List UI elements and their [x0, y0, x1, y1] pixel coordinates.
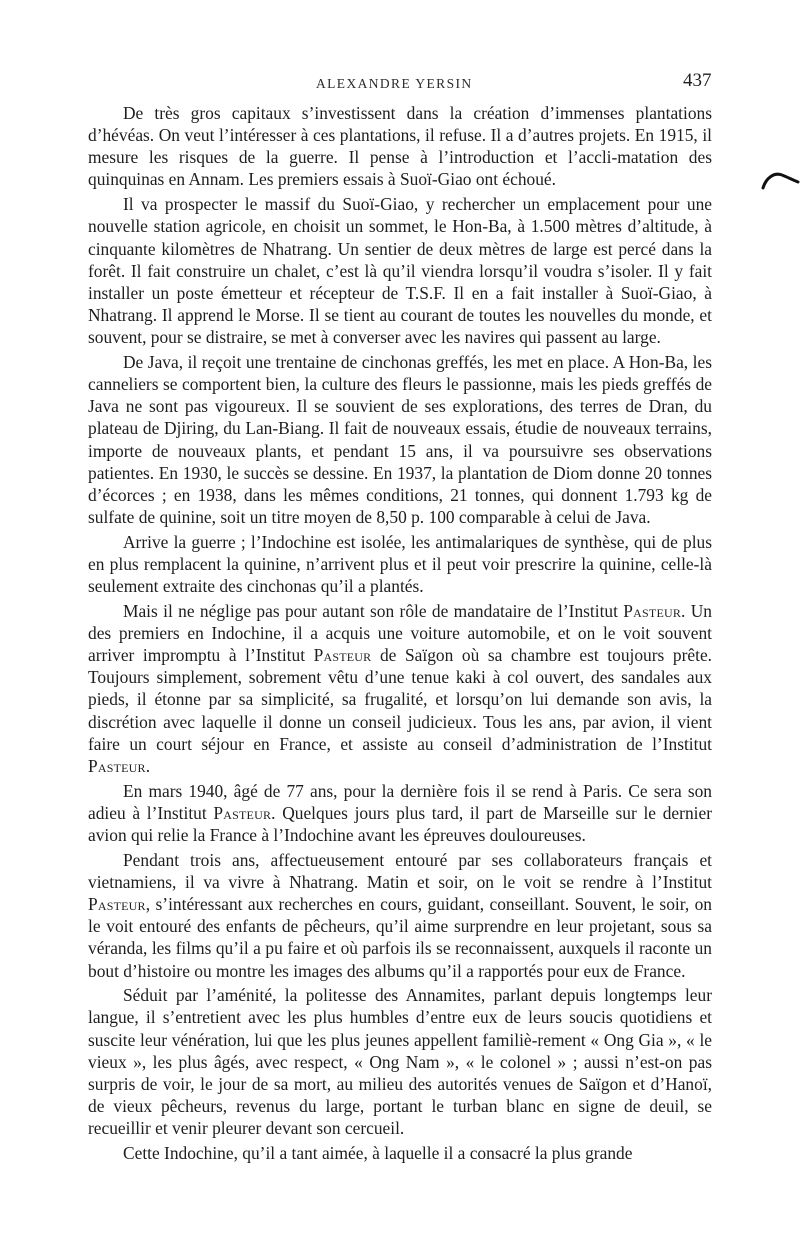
paragraph [88, 102, 712, 191]
paragraph [88, 600, 712, 777]
running-title: ALEXANDRE YERSIN [316, 76, 473, 91]
paragraph [88, 849, 712, 982]
text-run: De Java, il reçoit une trentaine de cinchonas greffés, les met en place. A Hon-Ba, les canneliers se comportent bien, la culture des fleurs le passionne, mais les pieds greffés de Java ne sont pas vigoureux. Il se souvient de ses explorations, des terres de Dran, du plateau de Djiring, du Lan-Biang. Il fait de nouveaux essais, étudie de nouveaux terrains, importe de nouveaux plants, et pendant 15 ans, il va poursuivre ses observations patientes. En 1930, le succès se dessine. En 1937, la plantation de Diom donne 20 tonnes d’écorces ; en 1938, dans les mêmes conditions, 21 tonnes, qui donnent 1.793 kg de sulfate de quinine, soit un titre moyen de 8,50 p. 100 comparable à celui de Java. [88, 351, 712, 527]
paragraph [88, 984, 712, 1139]
paragraph [88, 531, 712, 597]
article-body [88, 102, 712, 1164]
text-run: . [145, 755, 151, 776]
text-run: Séduit par l’aménité, la politesse des Annamites, parlant depuis longtemps leur langue, il s’entretient avec les plus humbles d’entre eux de leurs soucis quotidiens et suscite leur vénération, lui que les plus jeunes appellent familiè-rement « Ong Gia », « le vieux », les plus âgés, avec respect, « Ong Nam », « le colonel » ; aussi n’est-on pas surpris de voir, le jour de sa mort, au milieu des autorités venues de Saïgon et d’Hanoï, de vieux pêcheurs, revenus du large, portant le turban blanc en signe de deuil, se recueillir et venir pleurer devant son cercueil. [88, 985, 712, 1139]
text-run: De très gros capitaux s’investissent dans la création d’immenses plantations d’hévéas. On veut l’intéresser à ces plantations, il refuse. Il a d’autres projets. En 1915, il mesure les risques de la guerre. Il pense à l’introduction et l’accli-matation des quinquinas en Annam. Les premiers essais à Suoï-Giao ont échoué. [88, 103, 712, 190]
paragraph [88, 193, 712, 348]
text-run: , s’intéressant aux recherches en cours, guidant, conseillant. Souvent, le soir, on le voit entouré des enfants de pêcheurs, qu’il aime surprendre en leur projetant, sous sa véranda, les films qu’il a pu faire et où parfois ils se reconnaissent, auxquels il raconte un bout d’histoire ou montre les images des albums qu’il a rapportés pour eux de France. [88, 894, 712, 981]
paragraph [88, 780, 712, 846]
institution-name: Pasteur [313, 645, 372, 666]
institution-name: Pasteur [88, 755, 146, 776]
text-run: En mars 1940, âgé de 77 ans, pour la dernière fois il se rend à Paris. Ce sera son adieu à l’Institut [88, 780, 712, 823]
text-run: de Saïgon où sa chambre est toujours prête. Toujours simplement, sobrement vêtu d’une tenue kaki à col ouvert, des sandales aux pieds, il étonne par sa simplicité, sa frugalité, et lorsqu’on lui demande son avis, la discrétion avec laquelle il donne un conseil judicieux. Tous les ans, par avion, il vient faire un court séjour en France, et assiste au conseil d’administration de l’Institut [88, 645, 713, 754]
text-run: Arrive la guerre ; l’Indochine est isolée, les antimalariques de synthèse, qui de plus en plus remplacent la quinine, n’arrivent plus et il peut voir prescrire la quinine, celle-là seulement extraite des cinchonas qu’il a plantés. [88, 531, 712, 597]
text-run: . Un des premiers en Indochine, il a acquis une voiture automobile, et on le voit souvent arriver impromptu à l’Institut [88, 600, 712, 666]
text-run: Cette Indochine, qu’il a tant aimée, à laquelle il a consacré la plus grande [123, 1142, 633, 1163]
institution-name: Pasteur [213, 802, 272, 823]
text-run: Il va prospecter le massif du Suoï-Giao, y rechercher un emplacement pour une nouvelle station agricole, en choisit un sommet, le Hon-Ba, à 1.500 mètres d’altitude, à cinquante kilomètres de Nhatrang. Un sentier de deux mètres de large est percé dans la forêt. Il fait construire un chalet, c’est là qu’il viendra lorsqu’il voudra s’isoler. Il y fait installer un poste émetteur et récepteur de T.S.F. Il en a fait installer à Suoï-Giao, à Nhatrang. Il apprend le Morse. Il se tient au courant de toutes les nouvelles du monde, et souvent, pour se distraire, se met à converser avec les navires qui passent au large. [88, 194, 712, 348]
text-run: Mais il ne néglige pas pour autant son rôle de mandataire de l’Institut [123, 600, 624, 621]
page-number: 437 [683, 70, 712, 91]
paragraph [88, 351, 712, 528]
text-run: Pendant trois ans, affectueusement entouré par ses collaborateurs français et vietnamiens, il va vivre à Nhatrang. Matin et soir, on le voit se rendre à l’Institut [88, 849, 712, 892]
pencil-hook-mark-icon [760, 166, 800, 196]
text-run: . Quelques jours plus tard, il part de Marseille sur le dernier avion qui relie la France à l’Indochine avant les épreuves douloureuses. [88, 802, 712, 845]
paragraph [88, 1142, 712, 1164]
institution-name: Pasteur [623, 600, 682, 621]
page-header [0, 70, 800, 96]
institution-name: Pasteur [88, 894, 146, 915]
